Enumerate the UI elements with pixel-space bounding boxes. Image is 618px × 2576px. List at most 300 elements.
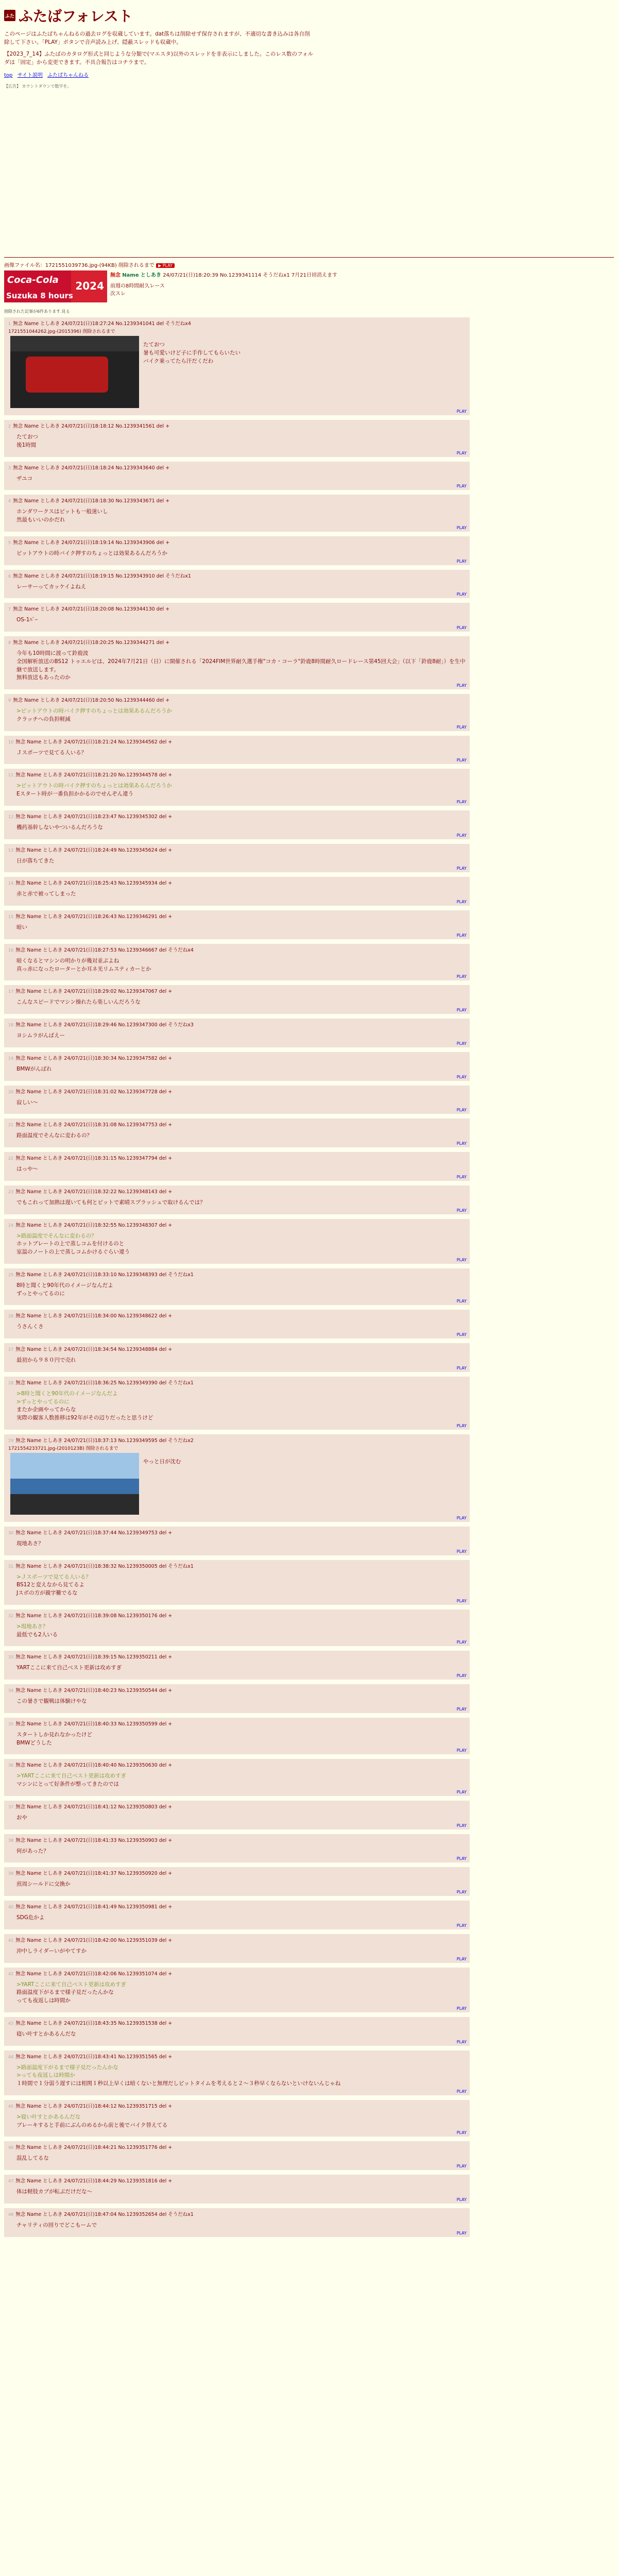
- reply-meta-text[interactable]: 無念 Name としあき 24/07/21(日)18:36:25 No.1239349390 del そうだねx1: [15, 1380, 194, 1386]
- play-link[interactable]: PLAY: [456, 2197, 467, 2202]
- reply-index: 8: [8, 640, 11, 646]
- site-logo[interactable]: ふた: [4, 10, 15, 21]
- play-link[interactable]: PLAY: [456, 2230, 467, 2235]
- reply-text-line: BMWどうした: [16, 1739, 52, 1746]
- reply-meta: [8, 912, 467, 920]
- play-link[interactable]: PLAY: [456, 625, 467, 631]
- play-link[interactable]: PLAY: [456, 1208, 467, 1213]
- play-link[interactable]: PLAY: [456, 1640, 467, 1645]
- play-link[interactable]: PLAY: [456, 758, 467, 763]
- reply-body: [16, 1540, 467, 1548]
- reply-index: 39: [8, 1871, 14, 1876]
- reply-post: [4, 1934, 470, 1963]
- reply-meta: [8, 1761, 467, 1768]
- reply-meta: [8, 1612, 467, 1619]
- reply-body: [16, 1848, 467, 1856]
- reply-index: 9: [8, 698, 11, 703]
- reply-index: 19: [8, 1056, 14, 1061]
- reply-meta: [8, 1221, 467, 1228]
- play-link[interactable]: PLAY: [456, 1299, 467, 1304]
- reply-post: [4, 462, 470, 490]
- reply-meta-text[interactable]: 無念 Name としあき 24/07/21(日)18:18:30 No.1239343671 del +: [13, 498, 170, 504]
- reply-post: [4, 810, 470, 839]
- reply-body: [16, 550, 467, 558]
- reply-meta: [8, 2210, 467, 2217]
- reply-body: [16, 857, 467, 866]
- reply-text-line: ピットアウトの時バイク押すのちょっとは効果あるんだろうか: [16, 550, 168, 556]
- site-title[interactable]: ふたばフォレスト: [19, 8, 133, 25]
- reply-meta-text[interactable]: 無念 Name としあき 24/07/21(日)18:41:33 No.1239350903 del +: [15, 1837, 173, 1843]
- reply-meta-text[interactable]: 無念 Name としあき 24/07/21(日)18:33:10 No.1239348393 del そうだねx1: [15, 1272, 194, 1278]
- reply-meta-text[interactable]: 無念 Name としあき 24/07/21(日)18:21:20 No.1239344578 del +: [15, 772, 173, 778]
- reply-post: [4, 1434, 470, 1522]
- reply-meta-text[interactable]: 無念 Name としあき 24/07/21(日)18:19:15 No.1239343910 del そうだねx1: [13, 573, 191, 579]
- reply-meta-text[interactable]: 無念 Name としあき 24/07/21(日)18:42:00 No.1239351039 del +: [15, 1937, 173, 1943]
- play-link[interactable]: PLAY: [456, 409, 467, 414]
- reply-post: [4, 1152, 470, 1181]
- reply-meta: [8, 1188, 467, 1195]
- reply-index: 31: [8, 1564, 14, 1569]
- play-link[interactable]: PLAY: [456, 724, 467, 730]
- reply-meta: [8, 1088, 467, 1095]
- reply-meta-text[interactable]: 無念 Name としあき 24/07/21(日)18:29:02 No.1239347067 del +: [15, 989, 173, 995]
- reply-text-line: 煎周シールドに交換か: [16, 1881, 71, 1888]
- reply-body: [16, 890, 467, 899]
- op-datetime: 24/07/21(日)18:20:39: [163, 273, 218, 279]
- reply-body: [16, 1099, 467, 1107]
- op-image[interactable]: [4, 270, 107, 302]
- reply-text-line: ブレーキすると手前にぶんのめるから前と後でバイク替えてる: [16, 2122, 168, 2128]
- reply-index: 3: [8, 465, 11, 470]
- reply-meta-text[interactable]: 無念 Name としあき 24/07/21(日)18:18:24 No.1239343640 del +: [13, 465, 170, 471]
- reply-post: [4, 1651, 470, 1680]
- reply-meta-text[interactable]: 無念 Name としあき 24/07/21(日)18:27:53 No.1239346667 del そうだねx4: [15, 947, 194, 953]
- play-link[interactable]: PLAY: [456, 1923, 467, 1928]
- reply-text-line: 今年も10時間に渡って鈴鹿波: [16, 650, 89, 657]
- reply-index: 6: [8, 573, 11, 579]
- reply-post: [4, 495, 470, 532]
- reply-post: [4, 1834, 470, 1863]
- play-link[interactable]: PLAY: [456, 2039, 467, 2044]
- reply-text-line: でもこれって加熱は遅いても何とピットで素晴スプラッシュで取けるんでは？: [16, 1199, 205, 1206]
- reply-text-line: 暗い: [16, 924, 27, 931]
- play-link[interactable]: PLAY: [456, 1748, 467, 1753]
- reply-text-line: 混乱してるな: [16, 2155, 49, 2162]
- reply-meta: [8, 738, 467, 745]
- reply-text-line: 何があった？: [16, 1848, 49, 1854]
- reply-body: [16, 1323, 467, 1331]
- reply-meta: [8, 2102, 467, 2109]
- reply-text-line: 機药基幹しないやついるんだろうな: [16, 824, 103, 831]
- nav-futaba-link[interactable]: ふたばちゃんねる: [47, 73, 89, 79]
- reply-index: 34: [8, 1688, 14, 1693]
- reply-body: [16, 1357, 467, 1365]
- reply-meta-text[interactable]: 無念 Name としあき 24/07/21(日)18:34:54 No.1239348884 del +: [15, 1347, 173, 1353]
- reply-meta-text[interactable]: 無念 Name としあき 24/07/21(日)18:32:55 No.1239348307 del +: [15, 1222, 173, 1228]
- reply-meta: [8, 1436, 467, 1444]
- reply-meta-text[interactable]: 無念 Name としあき 24/07/21(日)18:27:24 No.1239341041 del そうだねx4: [13, 321, 191, 327]
- op-sodane[interactable]: そうだねx1: [263, 273, 290, 279]
- reply-post: [4, 1268, 470, 1306]
- reply-text-line: うさんくさ: [16, 1324, 44, 1330]
- reply-body: [16, 475, 467, 483]
- reply-post: [4, 1052, 470, 1081]
- op-text-line: 前週の8時間耐久レース: [110, 283, 165, 290]
- reply-meta-text[interactable]: 無念 Name としあき 24/07/21(日)18:44:21 No.1239351776 del +: [15, 2145, 173, 2151]
- reply-body: [16, 1065, 467, 1074]
- op-meta: [110, 270, 337, 278]
- reply-post: [4, 1867, 470, 1896]
- reply-index: 16: [8, 947, 14, 953]
- reply-meta-text[interactable]: 無念 Name としあき 24/07/21(日)18:41:49 No.1239350981 del +: [15, 1904, 173, 1910]
- reply-meta-text[interactable]: 無念 Name としあき 24/07/21(日)18:37:44 No.1239349753 del +: [15, 1530, 173, 1536]
- reply-body: [16, 749, 467, 757]
- reply-index: 20: [8, 1089, 14, 1094]
- reply-text-line: こんなスピードでマシン操れたら楽しいんだろうな: [16, 999, 141, 1006]
- reply-text-line: 後1時間: [16, 442, 37, 448]
- nav-links: [4, 71, 614, 78]
- play-link[interactable]: PLAY: [456, 558, 467, 564]
- play-link[interactable]: PLAY: [456, 799, 467, 804]
- deleted-note[interactable]: 削除された記事が6件あります.見る: [4, 309, 70, 314]
- reply-meta-text[interactable]: 無念 Name としあき 24/07/21(日)18:39:15 No.1239350211 del +: [15, 1654, 173, 1660]
- play-link[interactable]: PLAY: [456, 525, 467, 530]
- reply-index: 24: [8, 1223, 14, 1228]
- reply-body: [16, 433, 467, 450]
- reply-meta-text[interactable]: 無念 Name としあき 24/07/21(日)18:42:06 No.1239351074 del +: [15, 1971, 173, 1977]
- reply-text-line: ヨシムラがんばえー: [16, 1032, 65, 1039]
- reply-text-line: 日が落ちてきた: [16, 857, 55, 864]
- reply-body: [16, 1165, 467, 1174]
- reply-quote: >路面温度下がるまで様子見だったんかな >っても夜返しは時間か: [16, 2064, 118, 2079]
- reply-text-line: SDG危かよ: [16, 1914, 45, 1921]
- reply-body: [16, 1698, 467, 1706]
- play-link[interactable]: PLAY: [456, 900, 467, 905]
- play-link[interactable]: PLAY: [456, 683, 467, 688]
- reply-body: [16, 1390, 467, 1422]
- reply-index: 17: [8, 989, 14, 994]
- play-link[interactable]: PLAY: [456, 1365, 467, 1370]
- reply-meta-text[interactable]: 無念 Name としあき 24/07/21(日)18:19:14 No.1239343906 del +: [13, 539, 170, 546]
- reply-meta-text[interactable]: 無念 Name としあき 24/07/21(日)18:43:35 No.1239351538 del +: [15, 2020, 173, 2026]
- reply-post: [4, 769, 470, 806]
- play-link[interactable]: PLAY: [456, 1141, 467, 1146]
- reply-body: [16, 1947, 467, 1956]
- reply-meta-text[interactable]: 無念 Name としあき 24/07/21(日)18:40:23 No.1239350544 del +: [15, 1688, 173, 1694]
- reply-meta-text[interactable]: 無念 Name としあき 24/07/21(日)18:25:43 No.1239345934 del +: [15, 880, 173, 887]
- reply-list: [4, 317, 614, 2237]
- reply-meta: [8, 1869, 467, 1876]
- reply-meta: [8, 605, 467, 612]
- play-link[interactable]: PLAY: [456, 2130, 467, 2136]
- reply-text-line: 路面温度でそんなに変わるの？: [16, 1132, 92, 1139]
- reply-text-line: っても夜返しは時間か: [16, 1997, 71, 2004]
- reply-text-line: 最低でも2人いる: [16, 1631, 58, 1638]
- reply-quote: >路面温度でそんなに変わるの？: [16, 1232, 97, 1239]
- reply-body: [16, 2030, 467, 2039]
- reply-file-info[interactable]: 1721551044262.jpg-(2015396) 削除されるまで: [8, 329, 115, 335]
- reply-meta-text[interactable]: 無念 Name としあき 24/07/21(日)18:40:33 No.1239350599 del +: [15, 1721, 173, 1727]
- reply-text-line: 最初から９８０円で売れ: [16, 1357, 76, 1364]
- reply-text-line: 暗くなるとマシンの明かりが幾対並ぶよね: [16, 957, 119, 964]
- reply-index: 14: [8, 881, 14, 886]
- reply-quote: >ピットアウトの時バイク押すのちょっとは効果あるんだろうか: [16, 708, 172, 715]
- play-link[interactable]: PLAY: [456, 974, 467, 979]
- reply-text-line: やっと日が沈む: [143, 1458, 181, 1465]
- op-number[interactable]: No.1239341114: [220, 273, 262, 279]
- reply-meta-text[interactable]: 無念 Name としあき 24/07/21(日)18:31:02 No.1239347728 del +: [15, 1089, 173, 1095]
- op-text: [110, 282, 337, 298]
- reply-body: [16, 998, 467, 1007]
- reply-text-line: BMWがんばれ: [16, 1065, 52, 1072]
- reply-meta-text[interactable]: 無念 Name としあき 24/07/21(日)18:30:34 No.1239347582 del +: [15, 1055, 173, 1061]
- reply-quote: >寝い叶すとかあるんだな: [16, 2113, 81, 2120]
- reply-index: 41: [8, 1938, 14, 1943]
- reply-post: [4, 1718, 470, 1755]
- reply-meta-text[interactable]: 無念 Name としあき 24/07/21(日)18:43:41 No.1239351565 del +: [15, 2054, 173, 2060]
- reply-body: [16, 707, 467, 724]
- reply-meta: [8, 1345, 467, 1352]
- reply-meta: [8, 812, 467, 820]
- reply-meta-text[interactable]: 無念 Name としあき 24/07/21(日)18:47:04 No.1239352654 del そうだねx1: [15, 2211, 194, 2217]
- reply-text-line: YARTここに来て自己ベスト更新は攻めすぎ: [16, 1665, 122, 1671]
- reply-meta: [8, 696, 467, 703]
- reply-meta-text[interactable]: 無念 Name としあき 24/07/21(日)18:18:12 No.1239341561 del +: [13, 423, 170, 430]
- play-link[interactable]: PLAY: [456, 1074, 467, 1079]
- reply-index: 42: [8, 1971, 14, 1976]
- play-link[interactable]: PLAY: [456, 1008, 467, 1013]
- reply-index: 18: [8, 1023, 14, 1028]
- reply-post: [4, 636, 470, 689]
- reply-body: [16, 2113, 467, 2130]
- reply-body: [16, 782, 467, 799]
- thread-file-name[interactable]: 画像ファイル名：1721551039736.jpg-(94KB) 削除されるまで: [4, 263, 154, 269]
- reply-meta-text[interactable]: 無念 Name としあき 24/07/21(日)18:34:00 No.1239348622 del +: [15, 1313, 173, 1319]
- reply-meta-text[interactable]: 無念 Name としあき 24/07/21(日)18:41:37 No.1239350920 del +: [15, 1871, 173, 1877]
- reply-post: [4, 570, 470, 599]
- reply-meta: [8, 771, 467, 778]
- nav-about-link[interactable]: サイト説明: [17, 73, 43, 79]
- play-link[interactable]: PLAY: [456, 2006, 467, 2011]
- reply-meta-text[interactable]: 無念 Name としあき 24/07/21(日)18:31:15 No.1239347794 del +: [15, 1156, 173, 1162]
- op-image-cola-text: Coca-Cola: [7, 275, 59, 286]
- reply-meta-text[interactable]: 無念 Name としあき 24/07/21(日)18:41:12 No.1239350803 del +: [15, 1804, 173, 1810]
- reply-attachment: [10, 1453, 467, 1515]
- play-link[interactable]: PLAY: [456, 1823, 467, 1828]
- play-link[interactable]: PLAY: [456, 1673, 467, 1679]
- reply-text-line: この暑さで観戦は体験けやな: [16, 1698, 87, 1705]
- reply-body: [16, 1914, 467, 1922]
- reply-post: [4, 1901, 470, 1929]
- reply-text-line: マシンにとって好条件が整ってきたのでは: [16, 1781, 119, 1788]
- reply-post: [4, 603, 470, 632]
- intro-paragraph-1: このページはふたばちゃんねるの過去ログを収蔵しています。dat落ちは削除せず保存されますが、不適切な書き込みは各自削除して下さい。「PLAY」ボタンで音声読み上げ、隠蔽スレッドも収蔵中。: [4, 31, 310, 46]
- reply-meta-text[interactable]: 無念 Name としあき 24/07/21(日)18:20:08 No.1239344130 del +: [13, 606, 170, 613]
- play-link[interactable]: PLAY: [456, 1856, 467, 1861]
- reply-body: [16, 824, 467, 832]
- op-extra: 7月21日頃消えます: [291, 273, 337, 279]
- reply-post: [4, 536, 470, 565]
- reply-meta-text[interactable]: 無念 Name としあき 24/07/21(日)18:32:22 No.1239348143 del +: [15, 1189, 173, 1195]
- play-link[interactable]: PLAY: [456, 450, 467, 455]
- play-link[interactable]: PLAY: [456, 1956, 467, 1961]
- reply-index: 2: [8, 424, 11, 429]
- reply-index: 7: [8, 607, 11, 612]
- reply-body: [16, 1664, 467, 1672]
- reply-index: 29: [8, 1438, 14, 1443]
- reply-post: [4, 1609, 470, 1647]
- reply-meta: [8, 2019, 467, 2026]
- reply-body: [16, 1880, 467, 1889]
- reply-quote: >現地あさ？: [16, 1623, 48, 1630]
- play-link[interactable]: PLAY: [456, 1598, 467, 1603]
- reply-index: 38: [8, 1838, 14, 1843]
- reply-meta-text[interactable]: 無念 Name としあき 24/07/21(日)18:26:43 No.1239346291 del +: [15, 914, 173, 920]
- reply-quote: >ピットアウトの時バイク押すのちょっとは効果あるんだろうか: [16, 783, 172, 789]
- reply-post: [4, 2175, 470, 2204]
- play-link[interactable]: PLAY: [456, 1423, 467, 1428]
- reply-body: [16, 1772, 467, 1789]
- reply-meta: [8, 846, 467, 853]
- reply-meta-text[interactable]: 無念 Name としあき 24/07/21(日)18:44:29 No.1239351816 del +: [15, 2178, 173, 2184]
- reply-meta: [8, 1021, 467, 1028]
- reply-body: [16, 1573, 467, 1598]
- reply-meta-text[interactable]: 無念 Name としあき 24/07/21(日)18:23:47 No.1239345302 del +: [15, 814, 173, 820]
- reply-text-line: Jスポの方が親字難でるな: [16, 1590, 78, 1597]
- play-link[interactable]: PLAY: [456, 1332, 467, 1337]
- play-link[interactable]: PLAY: [456, 1108, 467, 1113]
- reply-thumbnail[interactable]: [10, 336, 139, 408]
- play-link[interactable]: PLAY: [456, 933, 467, 938]
- reply-meta: [8, 422, 467, 429]
- reply-meta: [8, 319, 467, 327]
- reply-text-line: 無料放送もあったのか: [16, 674, 71, 681]
- reply-meta: [8, 538, 467, 546]
- reply-meta: [8, 1270, 467, 1278]
- op-text-line: 次スレ: [110, 291, 126, 297]
- reply-meta: [8, 464, 467, 471]
- reply-text-line: BS12と変えなから見てるよ: [16, 1582, 85, 1588]
- reply-index: 32: [8, 1613, 14, 1618]
- play-link[interactable]: PLAY: [456, 1789, 467, 1794]
- reply-meta: [8, 572, 467, 579]
- reply-index: 10: [8, 739, 14, 744]
- reply-text-line: 8時と聞くと90年代のイメージなんだよ: [16, 1282, 113, 1289]
- reply-meta-text[interactable]: 無念 Name としあき 24/07/21(日)18:21:24 No.1239344562 del +: [15, 739, 173, 745]
- reply-index: 12: [8, 814, 14, 819]
- reply-text-line: 赤と赤で被ってしまった: [16, 891, 76, 897]
- reply-meta: [8, 1720, 467, 1727]
- reply-post: [4, 1759, 470, 1796]
- play-link[interactable]: PLAY: [456, 1890, 467, 1895]
- op-post: [4, 270, 614, 302]
- play-link[interactable]: PLAY: [456, 1549, 467, 1554]
- reply-post: [4, 1343, 470, 1372]
- reply-post: [4, 317, 470, 415]
- intro: [4, 30, 614, 66]
- play-link[interactable]: PLAY: [456, 592, 467, 597]
- reply-body: [16, 1623, 467, 1639]
- reply-meta: [8, 2143, 467, 2150]
- reply-index: 23: [8, 1189, 14, 1194]
- play-link[interactable]: PLAY: [456, 1041, 467, 1046]
- op-image-subtitle: Suzuka 8 hours: [6, 291, 73, 301]
- reply-index: 15: [8, 914, 14, 920]
- reply-meta: [8, 2177, 467, 2184]
- reply-meta-text[interactable]: 無念 Name としあき 24/07/21(日)18:31:08 No.1239347753 del +: [15, 1122, 173, 1128]
- reply-post: [4, 1118, 470, 1147]
- nav-top-link[interactable]: top: [4, 73, 13, 79]
- reply-index: 37: [8, 1804, 14, 1809]
- reply-index: 4: [8, 499, 11, 504]
- reply-body: [16, 616, 467, 624]
- reply-meta: [8, 497, 467, 504]
- reply-text-line: バイク乗ってたら汗だくだわ: [143, 358, 214, 364]
- reply-index: 46: [8, 2145, 14, 2150]
- reply-index: 27: [8, 1347, 14, 1352]
- reply-meta-text[interactable]: 無念 Name としあき 24/07/21(日)18:29:46 No.1239347300 del そうだねx3: [15, 1022, 194, 1028]
- play-link[interactable]: PLAY: [456, 2089, 467, 2094]
- reply-meta-text[interactable]: 無念 Name としあき 24/07/21(日)18:37:13 No.1239349595 del そうだねx2: [15, 1437, 194, 1444]
- reply-post: [4, 1801, 470, 1829]
- reply-meta: [8, 1529, 467, 1536]
- play-link[interactable]: PLAY: [456, 2164, 467, 2169]
- reply-text-line: おや: [16, 1814, 27, 1821]
- play-link[interactable]: PLAY: [456, 866, 467, 871]
- play-link[interactable]: PLAY: [456, 1257, 467, 1262]
- reply-meta-text[interactable]: 無念 Name としあき 24/07/21(日)18:24:49 No.1239345624 del +: [15, 847, 173, 853]
- reply-meta-text[interactable]: 無念 Name としあき 24/07/21(日)18:40:40 No.1239350630 del +: [15, 1762, 173, 1769]
- reply-index: 30: [8, 1530, 14, 1535]
- reply-thumbnail[interactable]: [10, 1453, 139, 1515]
- play-link[interactable]: PLAY: [456, 1706, 467, 1711]
- reply-index: 21: [8, 1123, 14, 1128]
- reply-post: [4, 2017, 470, 2046]
- reply-index: 40: [8, 1905, 14, 1910]
- reply-text-line: またか企画やってからな: [16, 1406, 76, 1413]
- reply-body: [16, 2155, 467, 2163]
- reply-meta-text[interactable]: 無念 Name としあき 24/07/21(日)18:44:12 No.1239351715 del +: [15, 2103, 173, 2109]
- reply-meta: [8, 1312, 467, 1319]
- op-body: [110, 270, 337, 302]
- reply-post: [4, 736, 470, 765]
- reply-index: 25: [8, 1272, 14, 1277]
- reply-file-info[interactable]: 1721554233721.jpg-(2010123B) 削除されるまで: [8, 1446, 118, 1451]
- play-button[interactable]: ▶ PLAY: [156, 263, 175, 268]
- reply-meta: [8, 1836, 467, 1843]
- ad-notice: 【広告】 カウントダウンで数字を。: [4, 84, 72, 89]
- reply-index: 44: [8, 2054, 14, 2059]
- reply-meta-text[interactable]: 無念 Name としあき 24/07/21(日)18:39:08 No.1239350176 del +: [15, 1613, 173, 1619]
- reply-meta-text[interactable]: 無念 Name としあき 24/07/21(日)18:20:50 No.1239344460 del +: [13, 698, 170, 704]
- reply-body: [16, 650, 467, 682]
- reply-post: [4, 1377, 470, 1430]
- play-link[interactable]: PLAY: [456, 1515, 467, 1520]
- reply-text-line: ホットブレートの上で蒸しコムを付けるのと: [16, 1241, 125, 1247]
- reply-post: [4, 910, 470, 939]
- reply-index: 47: [8, 2179, 14, 2184]
- play-link[interactable]: PLAY: [456, 1174, 467, 1179]
- reply-text-line: チャリティの回りでどこもームで: [16, 2222, 97, 2228]
- play-link[interactable]: PLAY: [456, 833, 467, 838]
- reply-meta-text[interactable]: 無念 Name としあき 24/07/21(日)18:38:32 No.1239350005 del そうだねx1: [15, 1563, 194, 1569]
- reply-meta-text[interactable]: 無念 Name としあき 24/07/21(日)18:20:25 No.1239344271 del +: [13, 640, 170, 646]
- reply-post: [4, 1527, 470, 1555]
- play-link[interactable]: PLAY: [456, 484, 467, 489]
- reply-body: [16, 1981, 467, 2005]
- thread-file-header: [4, 261, 614, 268]
- reply-index: 11: [8, 773, 14, 778]
